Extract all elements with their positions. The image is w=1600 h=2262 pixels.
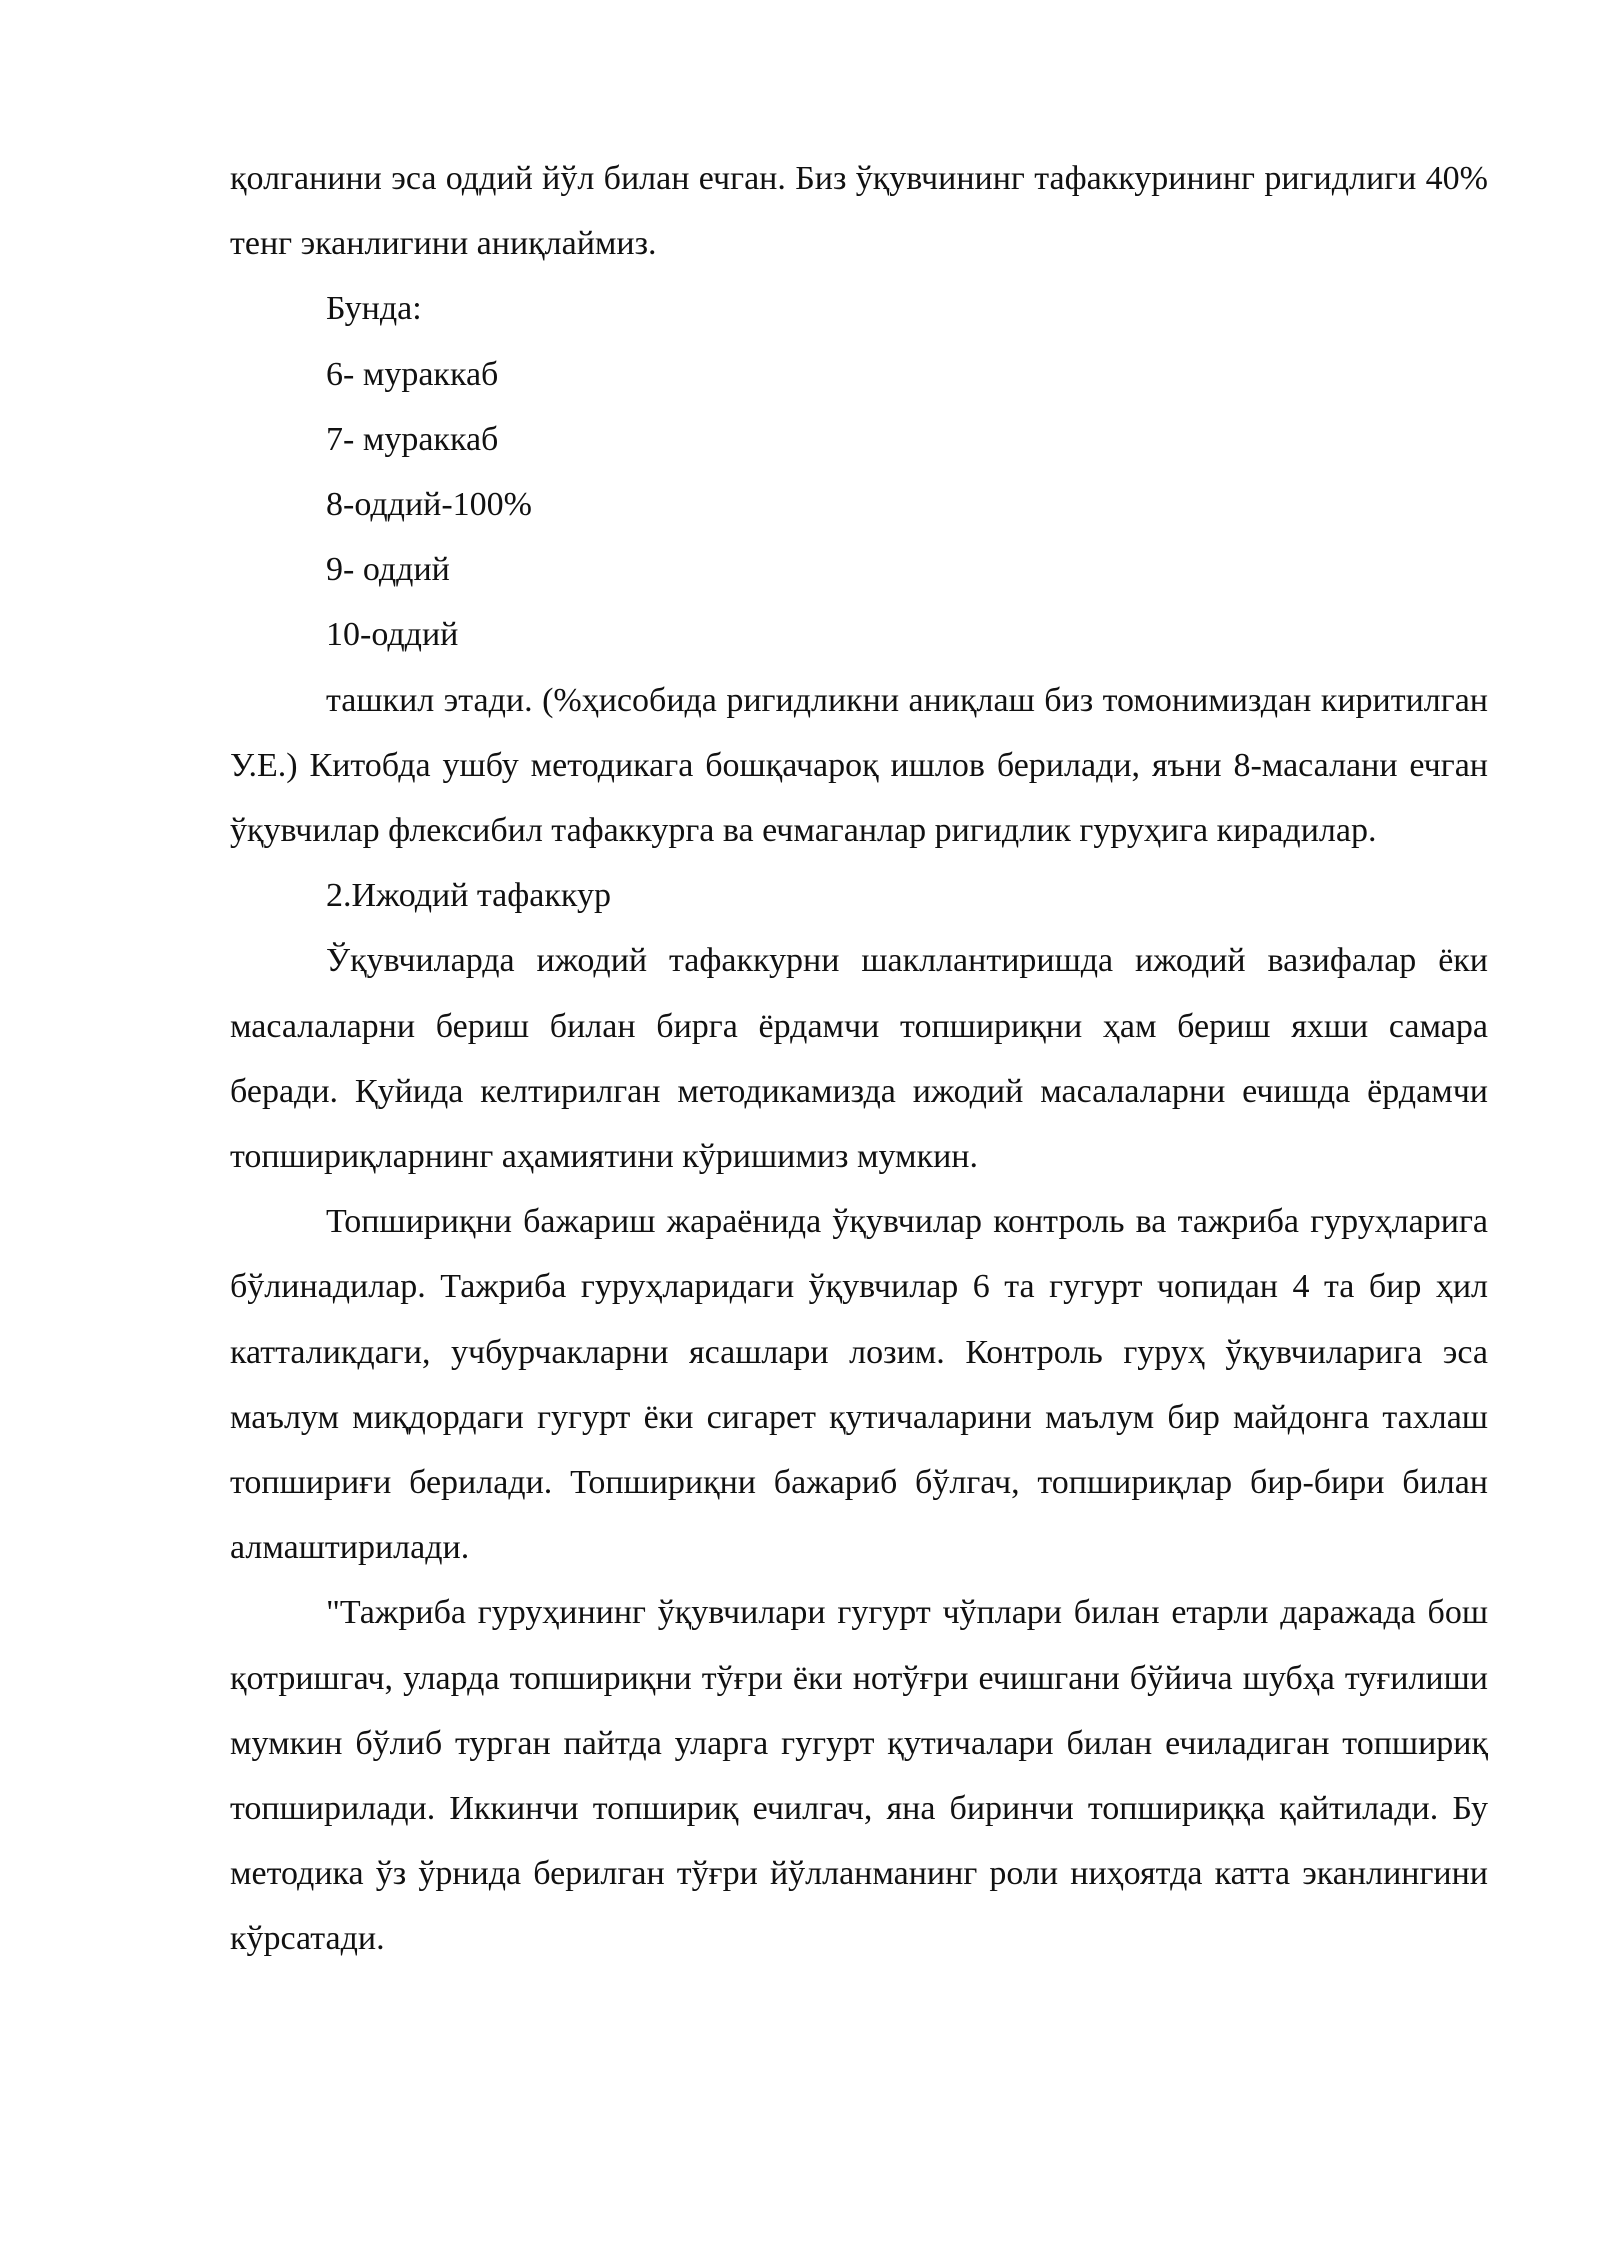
body-paragraph: "Тажриба гуруҳининг ўқувчилари гугурт чўплари билан етарли даражада бош қотришгач, уларда топшириқни тўғри ёки нотўғри ечишгани бўйича шубҳа туғилиши мумкин бўлиб турган пайтда уларга гугурт қутичалари билан ечиладиган топшириқ топширилади. Иккинчи топшириқ ечилгач, яна биринчи топшириққа қайтилади. Бу методика ўз ўрнида берилган тўғри йўлланманинг роли ниҳоятда катта эканлингини кўрсатади.: [230, 1594, 1488, 1958]
section-heading: 2.Ижодий тафаккур: [326, 877, 611, 915]
body-paragraph: Ўқувчиларда ижодий тафаккурни шакллантиришда ижодий вазифалар ёки масалаларни бериш билан бирга ёрдамчи топшириқни ҳам бериш яхши самара беради. Қуйида келтирилган методикамизда ижодий масалаларни ечишда ёрдамчи топшириқларнинг аҳамиятини кўришимиз мумкин.: [230, 942, 1488, 1176]
opening-paragraph: қолганини эса оддий йўл билан ечган. Биз ўқувчининг тафаккурининг ригидлиги 40% тенг эканлигини аниқлаймиз.: [230, 160, 1488, 263]
summary-paragraph: ташкил этади. (%ҳисобида ригидликни аниқлаш биз томонимиздан киритилган У.Е.) Китобда ушбу методикага бошқачароқ ишлов берилади, яъни 8-масалани ечган ўқувчилар флексибил тафаккурга ва ечмаганлар ригидлик гуруҳига кирадилар.: [230, 681, 1488, 850]
intro-label: Бунда:: [326, 290, 422, 328]
document-body: [230, 146, 1488, 1972]
list-item: 6- мураккаб: [326, 355, 499, 393]
list-item: 7- мураккаб: [326, 420, 499, 458]
body-paragraph: Топшириқни бажариш жараёнида ўқувчилар контроль ва тажриба гуруҳларига бўлинадилар. Тажриба гуруҳларидаги ўқувчилар 6 та гугурт чопидан 4 та бир ҳил катталикдаги, учбурчакларни ясашлари лозим. Контроль гуруҳ ўқувчиларига эса маълум миқдордаги гугурт ёки сигарет қутичаларини маълум бир майдонга тахлаш топшириғи берилади. Топшириқни бажариб бўлгач, топшириқлар бир-бири билан алмаштирилади.: [230, 1203, 1488, 1567]
list-item: 8-оддий-100%: [326, 486, 532, 524]
list-item: 9- оддий: [326, 551, 450, 589]
list-item: 10-оддий: [326, 616, 459, 654]
